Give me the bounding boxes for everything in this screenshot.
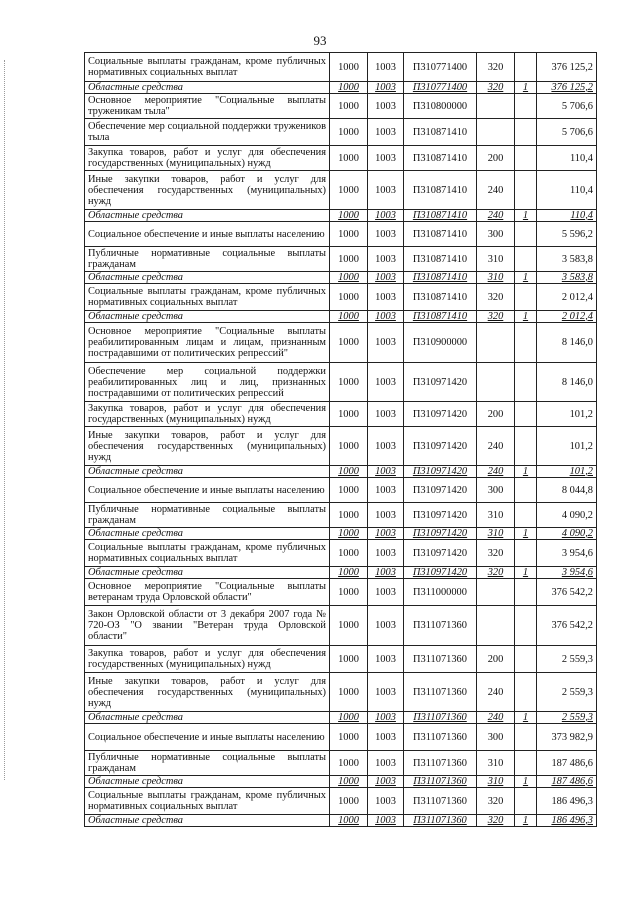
- section-code-cell: 1000: [330, 788, 368, 815]
- target-article-code-cell: П310871410: [404, 119, 477, 146]
- amount-cell: 110,4: [537, 171, 597, 210]
- subsection-code-cell: 1003: [368, 323, 404, 363]
- expense-name-cell: Иные закупки товаров, работ и услуг для обеспечения государственных (муниципальных) нужд: [85, 673, 330, 712]
- subsection-code-cell: 1003: [368, 146, 404, 171]
- target-article-code-cell: П310771400: [404, 53, 477, 82]
- expense-name-cell: Публичные нормативные социальные выплаты гражданам: [85, 247, 330, 272]
- target-article-code-cell: П311071360: [404, 712, 477, 724]
- section-code-cell: 1000: [330, 673, 368, 712]
- subsection-code-cell: 1003: [368, 284, 404, 311]
- table-row: [85, 402, 597, 427]
- funding-source-cell: [515, 119, 537, 146]
- funding-source-cell: [515, 724, 537, 751]
- subsection-code-cell: 1003: [368, 646, 404, 673]
- page-number: 93: [313, 33, 327, 48]
- target-article-code-cell: П310871410: [404, 272, 477, 284]
- expense-name-cell: Закупка товаров, работ и услуг для обеспечения государственных (муниципальных) нужд: [85, 646, 330, 673]
- section-code-cell: 1000: [330, 323, 368, 363]
- section-code-cell: 1000: [330, 815, 368, 827]
- expense-name-cell: Социальные выплаты гражданам, кроме публичных нормативных социальных выплат: [85, 284, 330, 311]
- target-article-code-cell: П310971420: [404, 466, 477, 478]
- expense-name-cell: Социальные выплаты гражданам, кроме публичных нормативных социальных выплат: [85, 788, 330, 815]
- target-article-code-cell: П310771400: [404, 82, 477, 94]
- expense-type-cell: [477, 363, 515, 402]
- amount-cell: 2 559,3: [537, 646, 597, 673]
- expense-type-cell: 320: [477, 82, 515, 94]
- amount-cell: 110,4: [537, 146, 597, 171]
- amount-cell: 101,2: [537, 427, 597, 466]
- section-code-cell: 1000: [330, 119, 368, 146]
- amount-cell: 187 486,6: [537, 776, 597, 788]
- subsection-code-cell: 1003: [368, 751, 404, 776]
- funding-source-cell: [515, 427, 537, 466]
- subsection-code-cell: 1003: [368, 53, 404, 82]
- expense-name-cell: Иные закупки товаров, работ и услуг для обеспечения государственных (муниципальных) нужд: [85, 427, 330, 466]
- regional-funds-row: [85, 776, 597, 788]
- expense-name-cell: Областные средства: [85, 528, 330, 540]
- regional-funds-row: [85, 210, 597, 222]
- binding-margin-dots: [4, 60, 7, 780]
- table-row: [85, 119, 597, 146]
- table-row: [85, 146, 597, 171]
- target-article-code-cell: П310871410: [404, 146, 477, 171]
- expense-name-cell: Закон Орловской области от 3 декабря 2007 года № 720-ОЗ "О звании "Ветеран труда Орловской области": [85, 606, 330, 646]
- amount-cell: 373 982,9: [537, 724, 597, 751]
- funding-source-cell: [515, 146, 537, 171]
- expense-type-cell: 300: [477, 478, 515, 503]
- funding-source-cell: [515, 673, 537, 712]
- expense-type-cell: 240: [477, 673, 515, 712]
- target-article-code-cell: П311071360: [404, 724, 477, 751]
- section-code-cell: 1000: [330, 146, 368, 171]
- funding-source-cell: [515, 247, 537, 272]
- expense-name-cell: Социальное обеспечение и иные выплаты населению: [85, 478, 330, 503]
- expense-type-cell: 310: [477, 776, 515, 788]
- regional-funds-row: [85, 466, 597, 478]
- expense-name-cell: Областные средства: [85, 466, 330, 478]
- subsection-code-cell: 1003: [368, 119, 404, 146]
- target-article-code-cell: П311071360: [404, 606, 477, 646]
- amount-cell: 186 496,3: [537, 788, 597, 815]
- table-row: [85, 247, 597, 272]
- table-row: [85, 427, 597, 466]
- section-code-cell: 1000: [330, 311, 368, 323]
- funding-source-cell: 1: [515, 567, 537, 579]
- target-article-code-cell: П310971420: [404, 478, 477, 503]
- funding-source-cell: 1: [515, 776, 537, 788]
- section-code-cell: 1000: [330, 724, 368, 751]
- table-row: [85, 540, 597, 567]
- expense-name-cell: Областные средства: [85, 815, 330, 827]
- table-row: [85, 673, 597, 712]
- table-row: [85, 724, 597, 751]
- funding-source-cell: [515, 363, 537, 402]
- funding-source-cell: 1: [515, 210, 537, 222]
- section-code-cell: 1000: [330, 53, 368, 82]
- funding-source-cell: [515, 540, 537, 567]
- table-row: [85, 503, 597, 528]
- subsection-code-cell: 1003: [368, 815, 404, 827]
- target-article-code-cell: П310900000: [404, 323, 477, 363]
- amount-cell: 376 542,2: [537, 606, 597, 646]
- expense-name-cell: Основное мероприятие "Социальные выплаты ветеранам труда Орловской области": [85, 579, 330, 606]
- expense-type-cell: [477, 94, 515, 119]
- subsection-code-cell: 1003: [368, 466, 404, 478]
- expense-type-cell: 310: [477, 528, 515, 540]
- section-code-cell: 1000: [330, 466, 368, 478]
- expense-name-cell: Публичные нормативные социальные выплаты гражданам: [85, 503, 330, 528]
- subsection-code-cell: 1003: [368, 363, 404, 402]
- subsection-code-cell: 1003: [368, 579, 404, 606]
- expense-name-cell: Областные средства: [85, 311, 330, 323]
- expense-name-cell: Иные закупки товаров, работ и услуг для обеспечения государственных (муниципальных) нужд: [85, 171, 330, 210]
- target-article-code-cell: П310971420: [404, 402, 477, 427]
- expense-type-cell: 200: [477, 146, 515, 171]
- amount-cell: 4 090,2: [537, 503, 597, 528]
- amount-cell: 5 706,6: [537, 94, 597, 119]
- subsection-code-cell: 1003: [368, 540, 404, 567]
- section-code-cell: 1000: [330, 272, 368, 284]
- table-row: [85, 171, 597, 210]
- section-code-cell: 1000: [330, 210, 368, 222]
- section-code-cell: 1000: [330, 606, 368, 646]
- target-article-code-cell: П310971420: [404, 363, 477, 402]
- section-code-cell: 1000: [330, 284, 368, 311]
- table-row: [85, 222, 597, 247]
- expense-name-cell: Областные средства: [85, 272, 330, 284]
- subsection-code-cell: 1003: [368, 673, 404, 712]
- subsection-code-cell: 1003: [368, 606, 404, 646]
- expense-name-cell: Областные средства: [85, 567, 330, 579]
- subsection-code-cell: 1003: [368, 171, 404, 210]
- amount-cell: 8 044,8: [537, 478, 597, 503]
- target-article-code-cell: П310971420: [404, 503, 477, 528]
- section-code-cell: 1000: [330, 646, 368, 673]
- amount-cell: 3 583,8: [537, 272, 597, 284]
- target-article-code-cell: П310871410: [404, 171, 477, 210]
- target-article-code-cell: П310871410: [404, 311, 477, 323]
- target-article-code-cell: П310871410: [404, 222, 477, 247]
- subsection-code-cell: 1003: [368, 402, 404, 427]
- target-article-code-cell: П311071360: [404, 673, 477, 712]
- target-article-code-cell: П310971420: [404, 427, 477, 466]
- amount-cell: 376 125,2: [537, 82, 597, 94]
- expense-type-cell: 240: [477, 210, 515, 222]
- subsection-code-cell: 1003: [368, 478, 404, 503]
- regional-funds-row: [85, 567, 597, 579]
- subsection-code-cell: 1003: [368, 776, 404, 788]
- subsection-code-cell: 1003: [368, 247, 404, 272]
- amount-cell: 110,4: [537, 210, 597, 222]
- section-code-cell: 1000: [330, 540, 368, 567]
- funding-source-cell: [515, 171, 537, 210]
- expense-name-cell: Публичные нормативные социальные выплаты гражданам: [85, 751, 330, 776]
- section-code-cell: 1000: [330, 503, 368, 528]
- expense-type-cell: 240: [477, 171, 515, 210]
- expense-name-cell: Обеспечение мер социальной поддержки реабилитированных лиц и лиц, признанных пострадавшими от политических репрессий: [85, 363, 330, 402]
- expense-type-cell: 310: [477, 751, 515, 776]
- expense-name-cell: Областные средства: [85, 210, 330, 222]
- funding-source-cell: 1: [515, 311, 537, 323]
- table-row: [85, 751, 597, 776]
- expense-type-cell: [477, 579, 515, 606]
- target-article-code-cell: П310871410: [404, 210, 477, 222]
- expense-type-cell: 240: [477, 466, 515, 478]
- subsection-code-cell: 1003: [368, 503, 404, 528]
- expense-type-cell: 320: [477, 284, 515, 311]
- section-code-cell: 1000: [330, 94, 368, 119]
- section-code-cell: 1000: [330, 579, 368, 606]
- expense-type-cell: 310: [477, 272, 515, 284]
- section-code-cell: 1000: [330, 712, 368, 724]
- regional-funds-row: [85, 311, 597, 323]
- target-article-code-cell: П311071360: [404, 815, 477, 827]
- section-code-cell: 1000: [330, 222, 368, 247]
- section-code-cell: 1000: [330, 427, 368, 466]
- table-row: [85, 646, 597, 673]
- subsection-code-cell: 1003: [368, 724, 404, 751]
- subsection-code-cell: 1003: [368, 788, 404, 815]
- funding-source-cell: [515, 222, 537, 247]
- target-article-code-cell: П311000000: [404, 579, 477, 606]
- amount-cell: 5 596,2: [537, 222, 597, 247]
- section-code-cell: 1000: [330, 567, 368, 579]
- expense-type-cell: [477, 119, 515, 146]
- target-article-code-cell: П310971420: [404, 540, 477, 567]
- funding-source-cell: 1: [515, 272, 537, 284]
- section-code-cell: 1000: [330, 402, 368, 427]
- expense-name-cell: Областные средства: [85, 82, 330, 94]
- amount-cell: 3 954,6: [537, 567, 597, 579]
- expense-type-cell: 320: [477, 815, 515, 827]
- subsection-code-cell: 1003: [368, 210, 404, 222]
- section-code-cell: 1000: [330, 528, 368, 540]
- amount-cell: 186 496,3: [537, 815, 597, 827]
- subsection-code-cell: 1003: [368, 94, 404, 119]
- subsection-code-cell: 1003: [368, 272, 404, 284]
- expense-type-cell: 240: [477, 427, 515, 466]
- target-article-code-cell: П310971420: [404, 528, 477, 540]
- amount-cell: 2 012,4: [537, 284, 597, 311]
- amount-cell: 2 559,3: [537, 712, 597, 724]
- amount-cell: 376 125,2: [537, 53, 597, 82]
- funding-source-cell: 1: [515, 815, 537, 827]
- expense-type-cell: 320: [477, 567, 515, 579]
- table-row: [85, 363, 597, 402]
- expense-type-cell: [477, 606, 515, 646]
- expense-type-cell: 320: [477, 788, 515, 815]
- target-article-code-cell: П311071360: [404, 776, 477, 788]
- funding-source-cell: 1: [515, 466, 537, 478]
- funding-source-cell: [515, 284, 537, 311]
- expense-type-cell: 200: [477, 646, 515, 673]
- funding-source-cell: [515, 646, 537, 673]
- regional-funds-row: [85, 272, 597, 284]
- section-code-cell: 1000: [330, 776, 368, 788]
- section-code-cell: 1000: [330, 478, 368, 503]
- expense-type-cell: 310: [477, 503, 515, 528]
- amount-cell: 101,2: [537, 466, 597, 478]
- funding-source-cell: [515, 503, 537, 528]
- expense-type-cell: 320: [477, 311, 515, 323]
- amount-cell: 376 542,2: [537, 579, 597, 606]
- subsection-code-cell: 1003: [368, 222, 404, 247]
- expense-name-cell: Областные средства: [85, 712, 330, 724]
- amount-cell: 4 090,2: [537, 528, 597, 540]
- target-article-code-cell: П310871410: [404, 247, 477, 272]
- funding-source-cell: [515, 788, 537, 815]
- amount-cell: 8 146,0: [537, 323, 597, 363]
- section-code-cell: 1000: [330, 82, 368, 94]
- section-code-cell: 1000: [330, 247, 368, 272]
- table-row: [85, 788, 597, 815]
- budget-table-body: [85, 53, 597, 827]
- expense-name-cell: Закупка товаров, работ и услуг для обеспечения государственных (муниципальных) нужд: [85, 402, 330, 427]
- expense-type-cell: 310: [477, 247, 515, 272]
- table-row: [85, 478, 597, 503]
- expense-name-cell: Социальные выплаты гражданам, кроме публичных нормативных социальных выплат: [85, 540, 330, 567]
- expense-type-cell: 300: [477, 724, 515, 751]
- table-row: [85, 323, 597, 363]
- funding-source-cell: [515, 751, 537, 776]
- table-row: [85, 94, 597, 119]
- table-row: [85, 579, 597, 606]
- regional-funds-row: [85, 528, 597, 540]
- regional-funds-row: [85, 815, 597, 827]
- section-code-cell: 1000: [330, 363, 368, 402]
- target-article-code-cell: П310800000: [404, 94, 477, 119]
- target-article-code-cell: П310971420: [404, 567, 477, 579]
- amount-cell: 2 012,4: [537, 311, 597, 323]
- regional-funds-row: [85, 712, 597, 724]
- table-row: [85, 53, 597, 82]
- expense-name-cell: Социальные выплаты гражданам, кроме публичных нормативных социальных выплат: [85, 53, 330, 82]
- regional-funds-row: [85, 82, 597, 94]
- amount-cell: 3 954,6: [537, 540, 597, 567]
- table-row: [85, 284, 597, 311]
- funding-source-cell: [515, 94, 537, 119]
- funding-source-cell: 1: [515, 82, 537, 94]
- amount-cell: 101,2: [537, 402, 597, 427]
- funding-source-cell: [515, 579, 537, 606]
- expense-type-cell: 240: [477, 712, 515, 724]
- budget-table: [84, 52, 597, 827]
- target-article-code-cell: П311071360: [404, 646, 477, 673]
- expense-type-cell: 300: [477, 222, 515, 247]
- section-code-cell: 1000: [330, 171, 368, 210]
- amount-cell: 5 706,6: [537, 119, 597, 146]
- expense-type-cell: 320: [477, 540, 515, 567]
- amount-cell: 3 583,8: [537, 247, 597, 272]
- funding-source-cell: [515, 478, 537, 503]
- funding-source-cell: [515, 53, 537, 82]
- expense-name-cell: Обеспечение мер социальной поддержки тружеников тыла: [85, 119, 330, 146]
- expense-name-cell: Социальное обеспечение и иные выплаты населению: [85, 222, 330, 247]
- subsection-code-cell: 1003: [368, 311, 404, 323]
- subsection-code-cell: 1003: [368, 427, 404, 466]
- expense-name-cell: Социальное обеспечение и иные выплаты населению: [85, 724, 330, 751]
- funding-source-cell: [515, 402, 537, 427]
- amount-cell: 8 146,0: [537, 363, 597, 402]
- amount-cell: 2 559,3: [537, 673, 597, 712]
- subsection-code-cell: 1003: [368, 528, 404, 540]
- funding-source-cell: 1: [515, 712, 537, 724]
- expense-type-cell: 320: [477, 53, 515, 82]
- expense-type-cell: [477, 323, 515, 363]
- amount-cell: 187 486,6: [537, 751, 597, 776]
- expense-name-cell: Основное мероприятие "Социальные выплаты реабилитированным лицам и лицам, признанным пострадавшими от политических репрессий": [85, 323, 330, 363]
- funding-source-cell: [515, 323, 537, 363]
- expense-name-cell: Закупка товаров, работ и услуг для обеспечения государственных (муниципальных) нужд: [85, 146, 330, 171]
- target-article-code-cell: П310871410: [404, 284, 477, 311]
- target-article-code-cell: П311071360: [404, 751, 477, 776]
- subsection-code-cell: 1003: [368, 712, 404, 724]
- table-row: [85, 606, 597, 646]
- expense-type-cell: 200: [477, 402, 515, 427]
- target-article-code-cell: П311071360: [404, 788, 477, 815]
- subsection-code-cell: 1003: [368, 567, 404, 579]
- subsection-code-cell: 1003: [368, 82, 404, 94]
- expense-name-cell: Основное мероприятие "Социальные выплаты труженикам тыла": [85, 94, 330, 119]
- funding-source-cell: 1: [515, 528, 537, 540]
- section-code-cell: 1000: [330, 751, 368, 776]
- funding-source-cell: [515, 606, 537, 646]
- expense-name-cell: Областные средства: [85, 776, 330, 788]
